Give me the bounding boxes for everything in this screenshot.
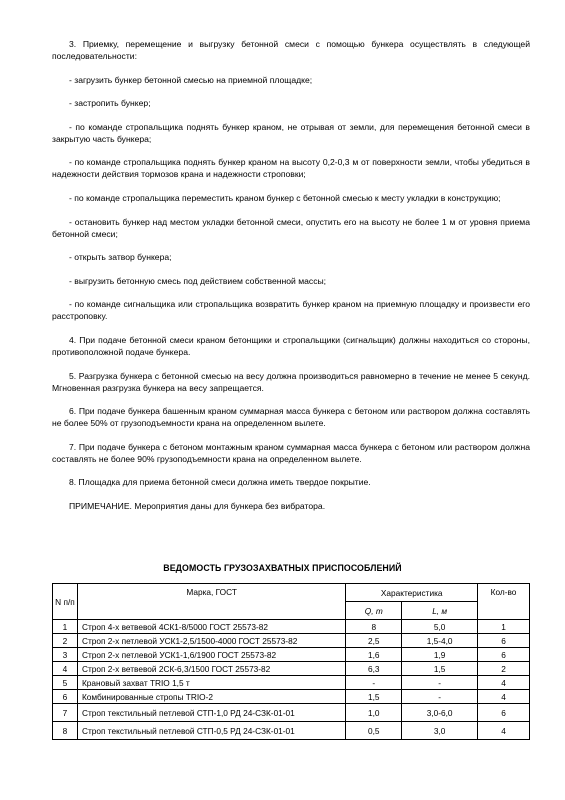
header-l: L, м — [402, 602, 478, 620]
paragraph-move: - по команде стропальщика переместить краном бункер с бетонной смесью к месту укладки в конструкцию; — [69, 192, 501, 203]
cell-l: 5,0 — [402, 620, 478, 634]
cell-mark: Крановый захват TRIO 1,5 т — [77, 676, 345, 690]
cell-q: 8 — [346, 620, 402, 634]
table-body — [53, 620, 530, 740]
table-row — [53, 690, 530, 704]
equipment-table — [52, 583, 530, 740]
cell-qty: 4 — [478, 722, 530, 740]
cell-num: 3 — [53, 648, 78, 662]
cell-l: 1,5-4,0 — [402, 634, 478, 648]
cell-mark: Строп 2-х ветвевой 2СК-6,3/1500 ГОСТ 25573-82 — [77, 662, 345, 676]
cell-qty: 4 — [478, 676, 530, 690]
paragraph-note: ПРИМЕЧАНИЕ. Мероприятия даны для бункера без вибратора. — [69, 500, 326, 511]
paragraph-step-8: 8. Площадка для приема бетонной смеси должна иметь твердое покрытие. — [69, 477, 371, 488]
table-row — [53, 648, 530, 662]
paragraph-lift-height: - по команде стропальщика поднять бункер краном на высоту 0,2-0,3 м от поверхности земли, чтобы убедиться в надежности действия тормозов крана и надежности строповки; — [52, 157, 530, 180]
paragraph-sling: - застропить бункер; — [69, 98, 151, 109]
cell-num: 8 — [53, 722, 78, 740]
cell-mark: Комбинированные стропы TRIO-2 — [77, 690, 345, 704]
paragraph-step-4: 4. При подаче бетонной смеси краном бетонщики и стропальщики (сигнальщик) должны находиться со стороны, противоположной подаче бункера. — [52, 334, 530, 357]
header-mark: Марка, ГОСТ — [77, 584, 345, 620]
cell-mark: Строп 2-х петлевой УСК1-2,5/1500-4000 ГОСТ 25573-82 — [77, 634, 345, 648]
cell-l: 3,0-6,0 — [402, 704, 478, 722]
cell-q: 1,0 — [346, 704, 402, 722]
cell-q: 6,3 — [346, 662, 402, 676]
paragraph-step-3: 3. Приемку, перемещение и выгрузку бетонной смеси с помощью бункера осуществлять в следующей последовательности: — [52, 39, 530, 61]
header-num: N п/п — [53, 584, 78, 620]
cell-q: 0,5 — [346, 722, 402, 740]
cell-num: 6 — [53, 690, 78, 704]
table-row — [53, 634, 530, 648]
paragraph-unload: - выгрузить бетонную смесь под действием собственной массы; — [69, 275, 327, 286]
cell-qty: 1 — [478, 620, 530, 634]
cell-q: 2,5 — [346, 634, 402, 648]
paragraph-return: - по команде сигнальщика или стропальщика возвратить бункер краном на приемную площадку и произвести его расстроповку. — [52, 299, 530, 322]
document-body — [52, 38, 530, 524]
cell-num: 4 — [53, 662, 78, 676]
table-header-row — [53, 584, 530, 602]
cell-num: 5 — [53, 676, 78, 690]
cell-l: - — [402, 690, 478, 704]
table-row — [53, 620, 530, 634]
header-characteristics: Характеристика — [346, 584, 478, 602]
cell-qty: 2 — [478, 662, 530, 676]
paragraph-step-7: 7. При подаче бункера с бетоном монтажным краном суммарная масса бункера с бетоном или раствором должна составлять не более 90% грузоподъемности крана на определенном вылете. — [52, 441, 530, 464]
table-row — [53, 676, 530, 690]
cell-num: 1 — [53, 620, 78, 634]
cell-q: 1,6 — [346, 648, 402, 662]
paragraph-stop: - остановить бункер над местом укладки бетонной смеси, опустить его на высоту не более 1 м от уровня приема бетонной смеси; — [52, 216, 530, 239]
paragraph-open: - открыть затвор бункера; — [69, 252, 172, 263]
cell-mark: Строп текстильный петлевой СТП-1,0 РД 24-СЗК-01-01 — [77, 704, 345, 722]
cell-qty: 6 — [478, 648, 530, 662]
table-title: ВЕДОМОСТЬ ГРУЗОЗАХВАТНЫХ ПРИСПОСОБЛЕНИЙ — [163, 563, 402, 573]
header-q: Q, т — [346, 602, 402, 620]
table-row — [53, 662, 530, 676]
table-row — [53, 704, 530, 722]
paragraph-step-6: 6. При подаче бункера башенным краном суммарная масса бункера с бетоном или раствором должна составлять не более 50% от грузоподъемности крана на определенном вылете. — [52, 406, 530, 429]
header-qty: Кол-во — [478, 584, 530, 620]
cell-mark: Строп 2-х петлевой УСК1-1,6/1900 ГОСТ 25573-82 — [77, 648, 345, 662]
paragraph-lift-ground: - по команде стропальщика поднять бункер краном, не отрывая от земли, для перемещения бетонной смеси в закрытую часть бункера; — [52, 121, 530, 144]
cell-mark: Строп текстильный петлевой СТП-0,5 РД 24-СЗК-01-01 — [77, 722, 345, 740]
paragraph-load: - загрузить бункер бетонной смесью на приемной площадке; — [69, 74, 313, 85]
cell-num: 2 — [53, 634, 78, 648]
cell-l: - — [402, 676, 478, 690]
cell-q: - — [346, 676, 402, 690]
cell-q: 1,5 — [346, 690, 402, 704]
cell-l: 1,9 — [402, 648, 478, 662]
cell-l: 1,5 — [402, 662, 478, 676]
cell-l: 3,0 — [402, 722, 478, 740]
cell-qty: 6 — [478, 704, 530, 722]
cell-num: 7 — [53, 704, 78, 722]
paragraph-step-5: 5. Разгрузка бункера с бетонной смесью на весу должна производиться равномерно в течение не менее 5 секунд. Мгновенная разгрузка бункера на весу запрещается. — [52, 370, 530, 393]
table-row — [53, 722, 530, 740]
cell-mark: Строп 4-х ветвевой 4СК1-8/5000 ГОСТ 25573-82 — [77, 620, 345, 634]
cell-qty: 4 — [478, 690, 530, 704]
cell-qty: 6 — [478, 634, 530, 648]
